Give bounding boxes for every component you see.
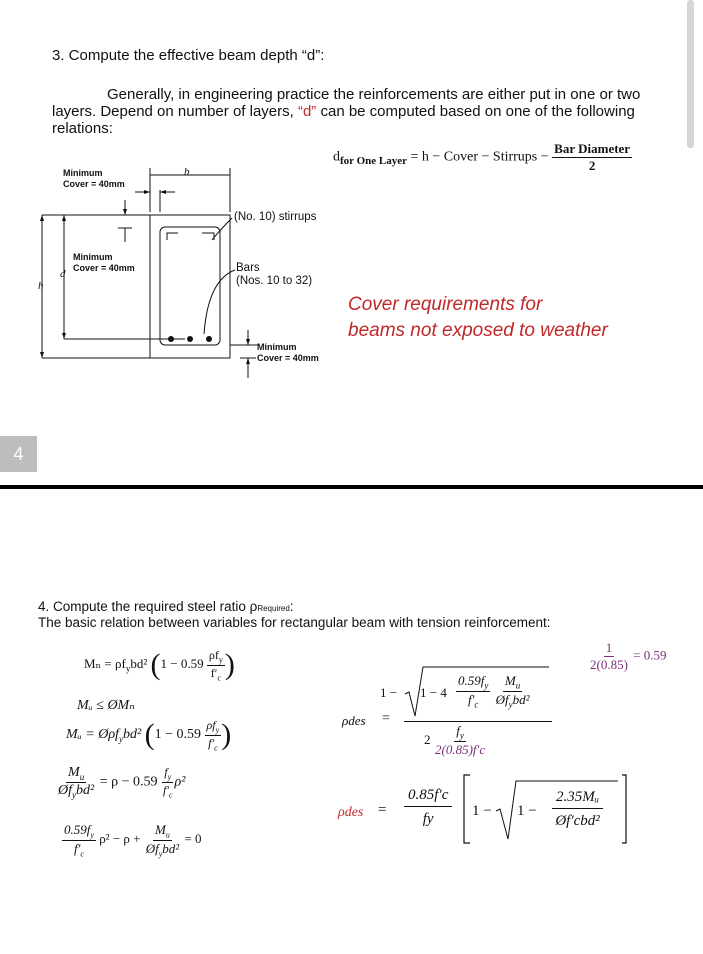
rho-des-eq-1: = [382, 711, 390, 726]
page-number-badge: 4 [0, 436, 37, 472]
eq1-059: 1 − 0.59 [160, 655, 204, 671]
arrowhead [123, 209, 127, 215]
eq4-lhs-frac: $\frac{M_u}{Øf_ybd^2}$ [58, 765, 95, 800]
min-cover-side-label: Minimum Cover = 40mm [73, 252, 135, 273]
eq-quadratic [62, 822, 202, 858]
formula-frac-num: Bar Diameter [554, 141, 631, 156]
stirrup-hook-right [202, 233, 214, 240]
arrowhead [246, 358, 250, 364]
eq3-lhs: Mᵤ = Øρf [66, 727, 119, 743]
section-3-paragraph [52, 86, 652, 137]
constant-value: = 0.59 [633, 647, 667, 663]
eq-nominal-moment: $M_n = \rho f_ybd^2$ (1 − 0.59 $\frac{\rho f_y}{f'_c}$ ) [84, 648, 235, 682]
cover-note [348, 292, 608, 344]
rho-des-label-2: ρdes [338, 805, 364, 820]
rho-symbol: ρ [249, 599, 258, 614]
bars-label: Bars [236, 262, 260, 274]
bars-sizes-label: (Nos. 10 to 32) [236, 275, 313, 287]
eq5-end: = 0 [184, 831, 202, 847]
para-text-a: Generally, in engineering practice the reinforcements are either put in one or two layers. Depend on number of layers, [52, 86, 641, 120]
rebar-3 [206, 336, 212, 342]
final-inner-one-minus: 1 − [517, 803, 537, 819]
formula-frac-den: 2 [588, 158, 596, 173]
eq-factored-moment: Mᵤ = Øρf$_y$bd² (1 − 0.59 $\frac{\rho f_y}{f'_c}$ ) [66, 718, 232, 752]
eq1-frac: $\frac{\rho f_y}{f'_c}$ [208, 648, 223, 682]
arrowhead [144, 190, 150, 194]
heading-colon: : [289, 599, 294, 614]
arrowhead [62, 215, 66, 221]
rho-des-two: 2 [424, 732, 431, 747]
d-label: d [60, 268, 66, 280]
constant-fraction [588, 640, 630, 673]
rho-des-label-1: ρdes [342, 713, 366, 728]
rho-des-inner-fracs [456, 673, 532, 709]
stirrup-leader [212, 218, 232, 240]
constant-num: 1 [605, 640, 613, 655]
formula-lhs: d [333, 149, 340, 165]
para-text-b: can be computed based on one of the following relations: [52, 103, 635, 137]
stirrup [160, 227, 220, 345]
effective-depth-formula [333, 141, 632, 174]
denominator-frac: $\frac{f_y}{2(0.85)f'c}$ [435, 723, 486, 757]
eq5-frac-2: $\frac{M_u}{Øf_ybd^2}$ [145, 822, 180, 859]
min-cover-top-label: Minimum Cover = 40mm [63, 168, 125, 189]
basic-relation-text: The basic relation between variables for rectangular beam with tension reinforcement: [38, 615, 551, 630]
eq-normalized-moment: $\frac{M_u}{Øf_ybd^2}$ = ρ − 0.59 $\frac{f_y}{f'_c}$ ρ² [58, 765, 186, 800]
rho-des-main-fraction-bar [404, 721, 552, 722]
h-label: h [38, 280, 44, 292]
stirrup-hook-left [167, 233, 178, 240]
rebar-2 [187, 336, 193, 342]
arrowhead [40, 352, 44, 358]
constant-expression [588, 640, 667, 673]
arrowhead [62, 333, 66, 339]
inner-frac-2: $\frac{M_u}{Øf_ybd^2}$ [495, 673, 530, 710]
eq4-rhs: = ρ − 0.59 [99, 774, 158, 790]
final-coef-frac: $\frac{0.85f'c}{fy}$ [404, 785, 452, 828]
eq1-lhs: Mₙ = ρf [84, 655, 126, 671]
formula-lhs-sub: for One Layer [340, 154, 408, 167]
eq-strength-condition: Mᵤ ≤ ØMₙ [77, 698, 135, 713]
final-inner-fraction [552, 787, 603, 830]
rho-des-eq-2: = [378, 802, 387, 818]
eq3-frac: $\frac{\rho f_y}{f'_c}$ [206, 718, 220, 752]
page-divider [0, 485, 703, 489]
stirrups-label: (No. 10) stirrups [234, 211, 317, 223]
rebar-1 [168, 336, 174, 342]
arrowhead [40, 215, 44, 221]
arrowhead [160, 190, 166, 194]
rho-subscript: Required [257, 604, 290, 613]
formula-rhs: = h − Cover − Stirrups − [410, 149, 549, 165]
inner-frac-1: $\frac{0.59f_y}{f'_c}$ [458, 673, 489, 710]
final-inner-frac: $\frac{\text{2.35Mᵤ}}{\text{Øf′cbd²}}$ [552, 787, 603, 830]
final-coefficient [404, 785, 452, 828]
min-cover-bottom-label: Minimum Cover = 40mm [257, 342, 319, 363]
section-4-heading-text: 4. Compute the required steel ratio [38, 599, 250, 614]
final-one-minus: 1 − [472, 803, 492, 819]
rho-des-denominator [433, 723, 487, 758]
cover-note-line-2: beams not exposed to weather [348, 320, 608, 341]
constant-den: 2(0.85) [590, 657, 628, 672]
formula-fraction [552, 141, 632, 174]
eq4-frac: $\frac{f_y}{f'_c}$ [162, 765, 173, 800]
section-4-heading [38, 599, 294, 614]
scrollbar-thumb[interactable] [687, 0, 694, 148]
section-3-heading: 3. Compute the effective beam depth “d”: [52, 47, 325, 64]
cover-note-line-1: Cover requirements for [348, 294, 543, 315]
eq5-mid: ρ² − ρ + [99, 831, 141, 847]
arrowhead [246, 339, 250, 345]
para-d-highlight: “d” [297, 103, 317, 120]
rho-des-one-minus-4: 1 − 4 [420, 685, 447, 700]
rho-des-one-minus: 1 − [380, 685, 398, 700]
b-label: b [184, 166, 190, 178]
eq3-059: 1 − 0.59 [154, 727, 202, 743]
eq5-frac-1: $\frac{0.59f_y}{f'_c}$ [64, 822, 94, 859]
